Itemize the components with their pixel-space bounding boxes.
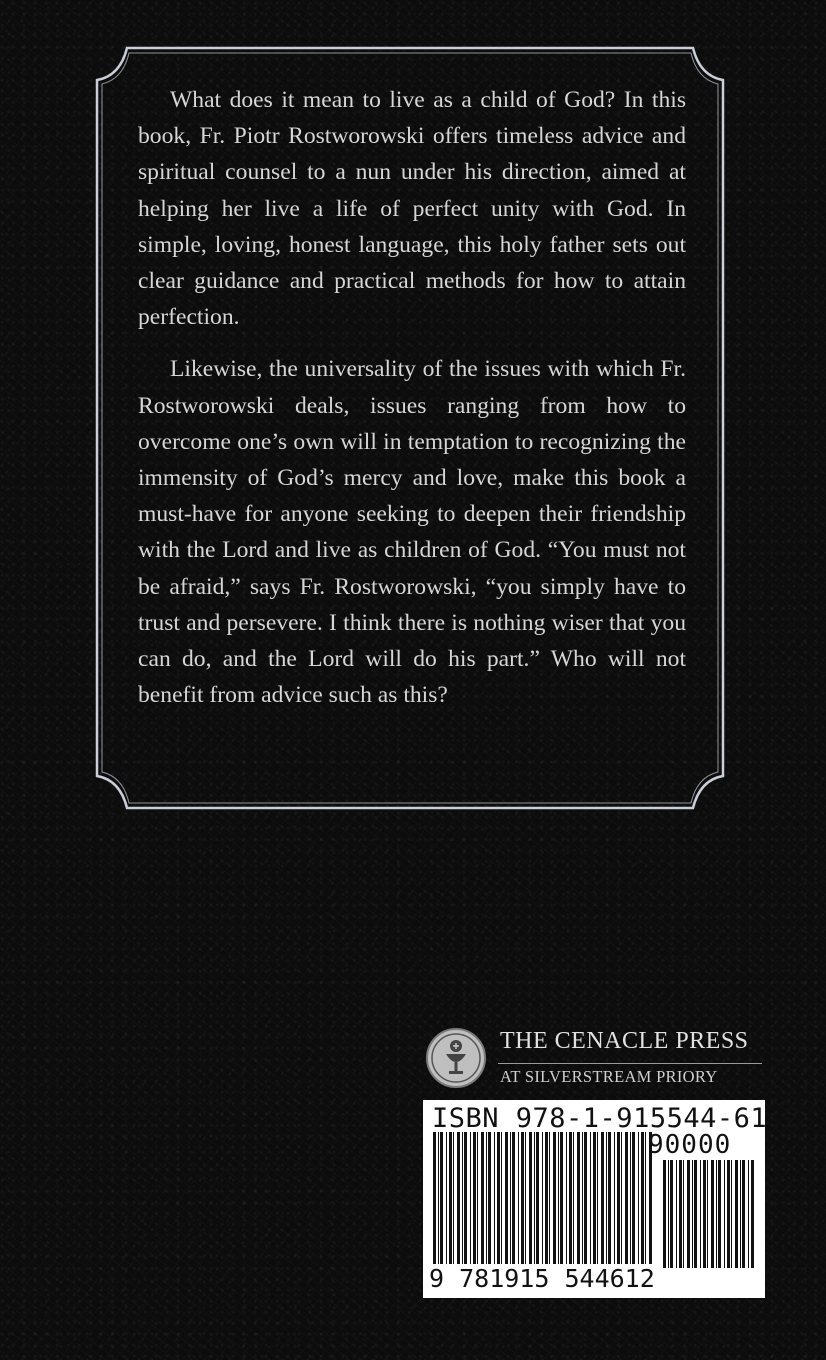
blurb-paragraph-2: Likewise, the universality of the issues with which Fr. Rostworowski deals, issues ranging from how to overcome one’s own will in temptation to recognizing the immensity of God’s mercy and love, make this book a must-have for anyone seeking to deepen their friendship with the Lord and live as children of God. “You must not be afraid,” says Fr. Rostworowski, “you simply have to trust and persevere. I think there is nothing wiser that you can do, and the Lord will do his part.” Who will not benefit from advice such as this?	[138, 356, 686, 709]
barcode-bar	[486, 1132, 487, 1268]
barcode-bar	[569, 1132, 572, 1268]
barcode-bar	[617, 1132, 620, 1268]
barcode-bar	[440, 1132, 443, 1268]
barcode-bar	[518, 1132, 519, 1268]
publisher-subtitle: AT SILVERSTREAM PRIORY	[500, 1067, 718, 1086]
barcode-bar	[534, 1132, 535, 1268]
barcode-bar	[536, 1132, 539, 1268]
price-addon-bars	[661, 1160, 757, 1268]
barcode-bar	[668, 1160, 669, 1268]
barcode-bar	[641, 1132, 644, 1268]
barcode-bar	[573, 1132, 574, 1268]
barcode-bar	[494, 1132, 495, 1268]
barcode-bar	[679, 1160, 682, 1268]
barcode-bar	[727, 1160, 730, 1268]
barcode-bar	[625, 1132, 628, 1268]
barcode-bar	[488, 1132, 491, 1268]
barcode-bar	[590, 1132, 591, 1268]
barcode-bar	[549, 1132, 550, 1268]
price-code: 90000	[648, 1130, 732, 1160]
barcode-bar	[683, 1160, 684, 1268]
barcode-bar	[505, 1132, 508, 1268]
barcode-bar	[577, 1132, 580, 1268]
barcode-bar	[453, 1132, 454, 1268]
barcode-bar	[751, 1160, 754, 1268]
barcode-bar	[608, 1132, 611, 1268]
barcode-bar	[438, 1132, 439, 1268]
barcode-bar	[735, 1160, 738, 1268]
barcode-bar	[632, 1132, 635, 1268]
barcode-bar	[606, 1132, 607, 1268]
barcode-bar	[614, 1132, 615, 1268]
barcode-bar	[462, 1132, 463, 1268]
barcode-bar	[481, 1132, 484, 1268]
barcode-bar	[621, 1132, 622, 1268]
barcode-bar	[638, 1132, 639, 1268]
barcode-bar	[553, 1132, 556, 1268]
barcode-bar	[510, 1132, 511, 1268]
barcode-bar	[473, 1132, 476, 1268]
barcode-bar	[676, 1160, 677, 1268]
barcode-bar	[477, 1132, 478, 1268]
barcode-bar	[593, 1132, 596, 1268]
barcode-bar	[464, 1132, 467, 1268]
barcode-bar	[542, 1132, 543, 1268]
barcode-bar	[470, 1132, 471, 1268]
barcode-bar	[584, 1132, 587, 1268]
chalice-monogram-icon	[426, 1028, 486, 1088]
barcode-bar	[716, 1160, 717, 1268]
barcode-bar	[748, 1160, 749, 1268]
publisher-divider	[498, 1063, 762, 1064]
barcode-bar	[601, 1132, 604, 1268]
barcode-bar	[521, 1132, 524, 1268]
barcode-bar	[724, 1160, 725, 1268]
barcode-bar	[718, 1160, 721, 1268]
barcode-bar	[449, 1132, 452, 1268]
barcode-bar	[597, 1132, 598, 1268]
publisher-name: THE CENACLE PRESS	[500, 1028, 749, 1054]
barcode-bar	[457, 1132, 460, 1268]
barcode-bar	[740, 1160, 741, 1268]
barcode-bar	[742, 1160, 745, 1268]
publisher-imprint	[426, 1026, 766, 1092]
barcode-bar	[512, 1132, 515, 1268]
barcode-bar	[731, 1160, 732, 1268]
isbn-barcode	[423, 1100, 801, 1298]
ean-barcode-bars	[431, 1132, 653, 1268]
barcode-bar	[582, 1132, 583, 1268]
barcode-bar	[501, 1132, 502, 1268]
barcode-bar	[566, 1132, 567, 1268]
barcode-bar	[700, 1160, 701, 1268]
barcode-bar	[707, 1160, 708, 1268]
barcode-bar	[663, 1160, 666, 1268]
back-cover-blurb	[138, 82, 686, 713]
barcode-bar	[687, 1160, 690, 1268]
barcode-bar	[630, 1132, 631, 1268]
barcode-bar	[446, 1132, 447, 1268]
barcode-bar	[694, 1160, 697, 1268]
isbn-label: ISBN 978-1-915544-61-2	[432, 1103, 801, 1134]
ean-digits: 9 781915 544612	[429, 1264, 655, 1293]
barcode-bar	[560, 1132, 563, 1268]
barcode-bar	[525, 1132, 526, 1268]
barcode-bar	[497, 1132, 500, 1268]
barcode-bar	[558, 1132, 559, 1268]
barcode-bar	[545, 1132, 548, 1268]
barcode-bar	[529, 1132, 532, 1268]
barcode-bar	[670, 1160, 673, 1268]
barcode-bar	[703, 1160, 706, 1268]
barcode-bar	[692, 1160, 693, 1268]
barcode-bar	[645, 1132, 646, 1268]
blurb-paragraph-1: What does it mean to live as a child of God? In this book, Fr. Piotr Rostworowski offers timeless advice and spiritual counsel to a nun under his direction, aimed at helping her live a life of perfect unity with God. In simple, loving, honest language, this holy father sets out clear guidance and practical methods for how to attain perfection.	[138, 87, 686, 331]
barcode-bar	[711, 1160, 714, 1268]
barcode-bar	[433, 1132, 436, 1268]
